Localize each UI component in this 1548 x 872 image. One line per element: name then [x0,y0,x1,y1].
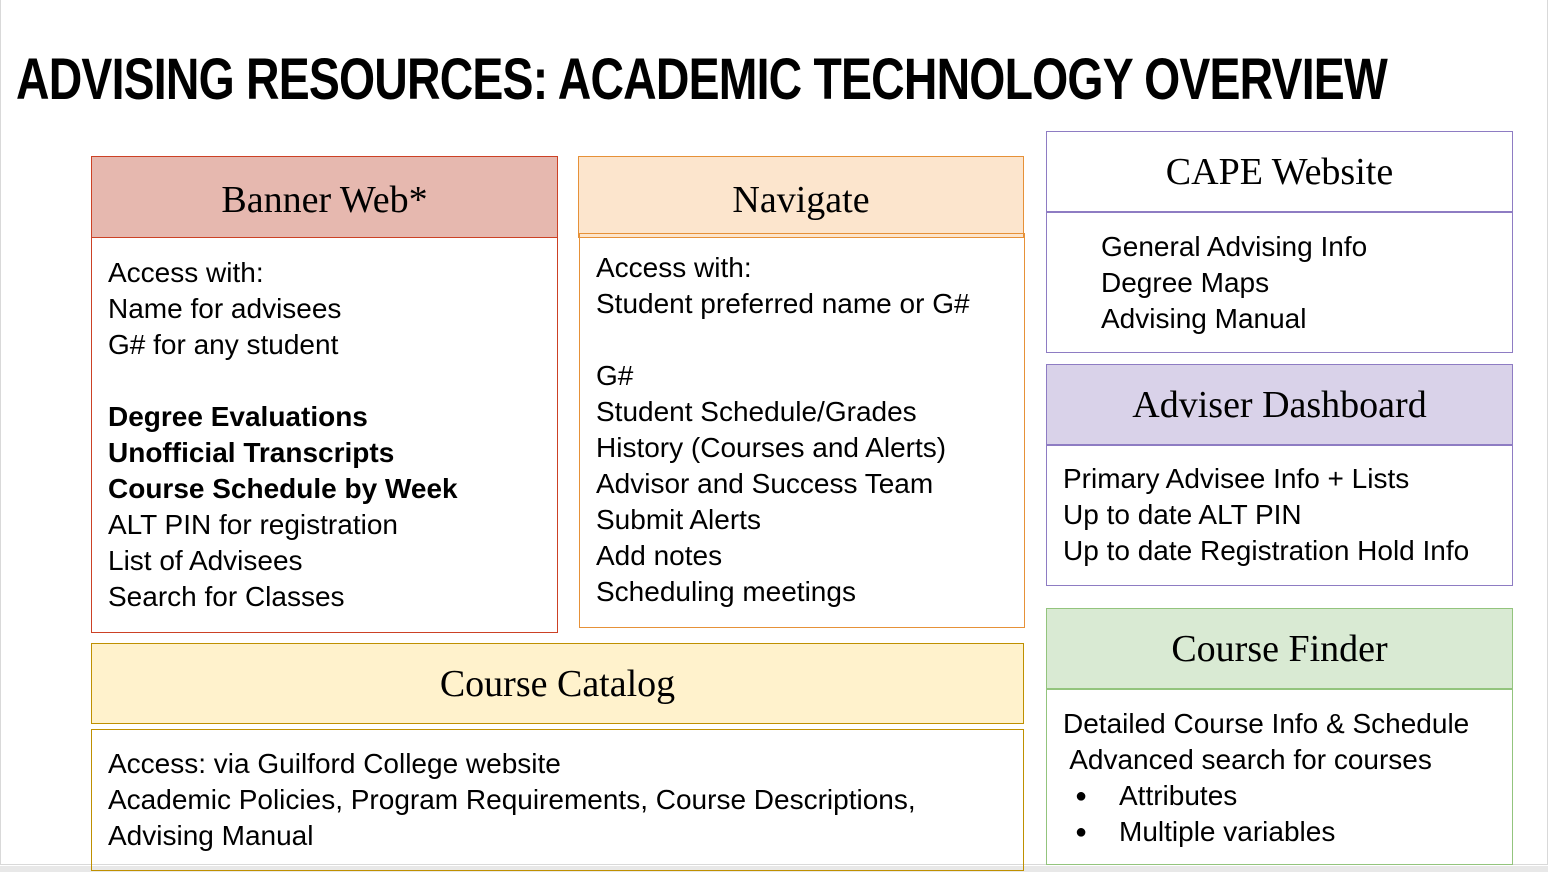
dashboard-line: Up to date ALT PIN [1063,499,1302,530]
banner-line: Access with: [108,257,264,288]
finder-bullet-text: Multiple variables [1119,816,1336,847]
bullet-icon: ● [1075,821,1088,843]
course-finder-title: Course Finder [1171,628,1388,670]
course-finder-body [1046,688,1513,865]
navigate-line: History (Courses and Alerts) [596,432,947,463]
banner-bold-line: Course Schedule by Week [108,473,458,504]
finder-bullet-text: Attributes [1119,780,1238,811]
navigate-title: Navigate [732,179,870,221]
banner-line: Name for advisees [108,293,342,324]
adviser-dashboard-header [1046,364,1513,446]
navigate-body [579,233,1025,628]
navigate-line: Advisor and Success Team [596,468,934,499]
banner-line: Search for Classes [108,581,345,612]
course-finder-header [1046,608,1513,690]
course-catalog-header [91,643,1024,724]
banner-bold-line: Unofficial Transcripts [108,437,395,468]
cape-line: Degree Maps [1101,267,1270,298]
cape-line: Advising Manual [1101,303,1307,334]
navigate-line: Submit Alerts [596,504,761,535]
dashboard-line: Primary Advisee Info + Lists [1063,463,1410,494]
banner-bold-line: Degree Evaluations [108,401,368,432]
catalog-line: Access: via Guilford College website [108,748,561,779]
banner-line: List of Advisees [108,545,303,576]
finder-bullet-item [1063,778,1512,814]
cape-line: General Advising Info [1101,231,1368,262]
finder-line: Detailed Course Info & Schedule [1063,708,1470,739]
navigate-line: Add notes [596,540,723,571]
navigate-line: Student preferred name or G# [596,288,970,319]
finder-line: Advanced search for courses [1063,744,1432,775]
adviser-dashboard-title: Adviser Dashboard [1132,384,1427,426]
cape-website-body [1046,211,1513,353]
catalog-line: Advising Manual [108,820,314,851]
banner-web-title: Banner Web* [221,179,428,221]
banner-web-body [91,237,558,633]
navigate-line: Scheduling meetings [596,576,856,607]
banner-web-header [91,156,558,238]
course-catalog-body [91,729,1024,871]
banner-line: G# for any student [108,329,339,360]
bullet-icon: ● [1075,785,1088,807]
banner-line: ALT PIN for registration [108,509,398,540]
navigate-line: Student Schedule/Grades [596,396,917,427]
navigate-line: G# [596,360,634,391]
finder-bullet-item [1063,814,1512,850]
adviser-dashboard-body [1046,444,1513,586]
cape-website-header [1046,131,1513,213]
course-catalog-title: Course Catalog [439,662,676,705]
navigate-header [578,156,1024,238]
dashboard-line: Up to date Registration Hold Info [1063,535,1470,566]
page-title: ADVISING RESOURCES: ACADEMIC TECHNOLOGY OVERVIEW [16,47,1387,112]
navigate-line: Access with: [596,252,752,283]
catalog-line: Academic Policies, Program Requirements, Course Descriptions, [108,784,916,815]
cape-website-title: CAPE Website [1165,151,1394,193]
